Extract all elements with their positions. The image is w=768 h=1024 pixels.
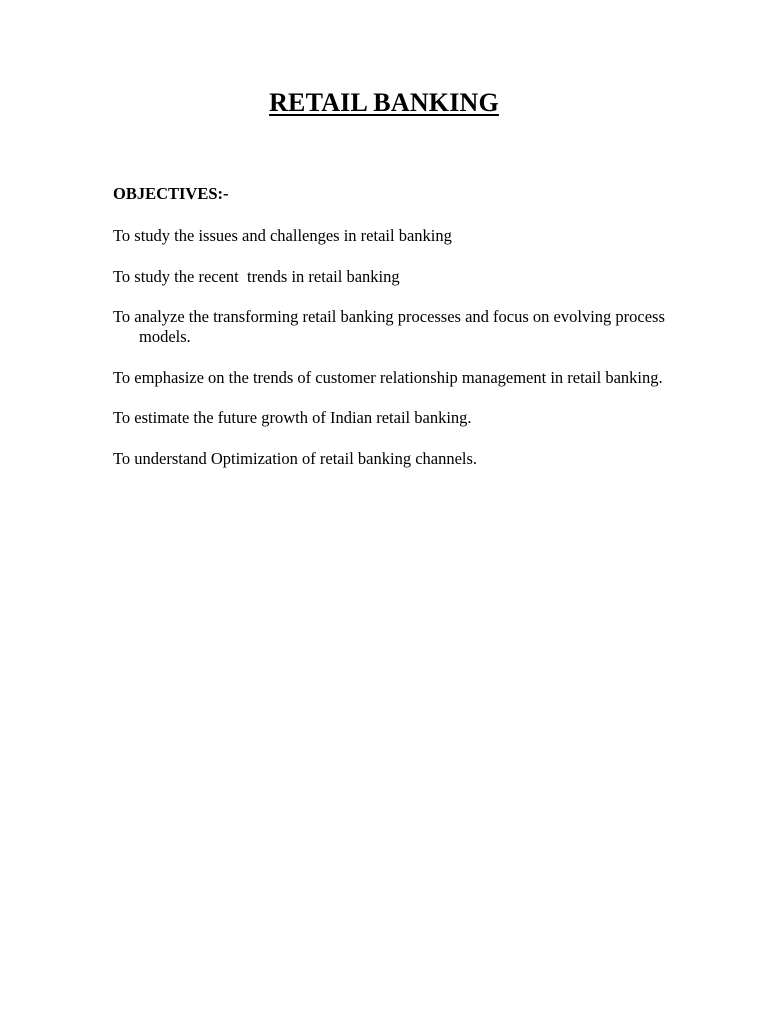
document-title: RETAIL BANKING <box>269 88 499 117</box>
objective-item: To understand Optimization of retail banking channels. <box>113 448 478 468</box>
objective-item: To study the issues and challenges in retail banking <box>113 226 452 245</box>
objective-item: To estimate the future growth of Indian retail banking. <box>113 408 472 427</box>
objective-item: To analyze the transforming retail banking processes and focus on evolving process models. <box>113 307 670 346</box>
objectives-heading: OBJECTIVES:- <box>113 184 229 203</box>
objective-item: To emphasize on the trends of customer relationship management in retail banking. <box>113 367 663 387</box>
objective-item: To study the recent trends in retail banking <box>113 266 400 286</box>
objectives-list <box>113 226 673 489</box>
